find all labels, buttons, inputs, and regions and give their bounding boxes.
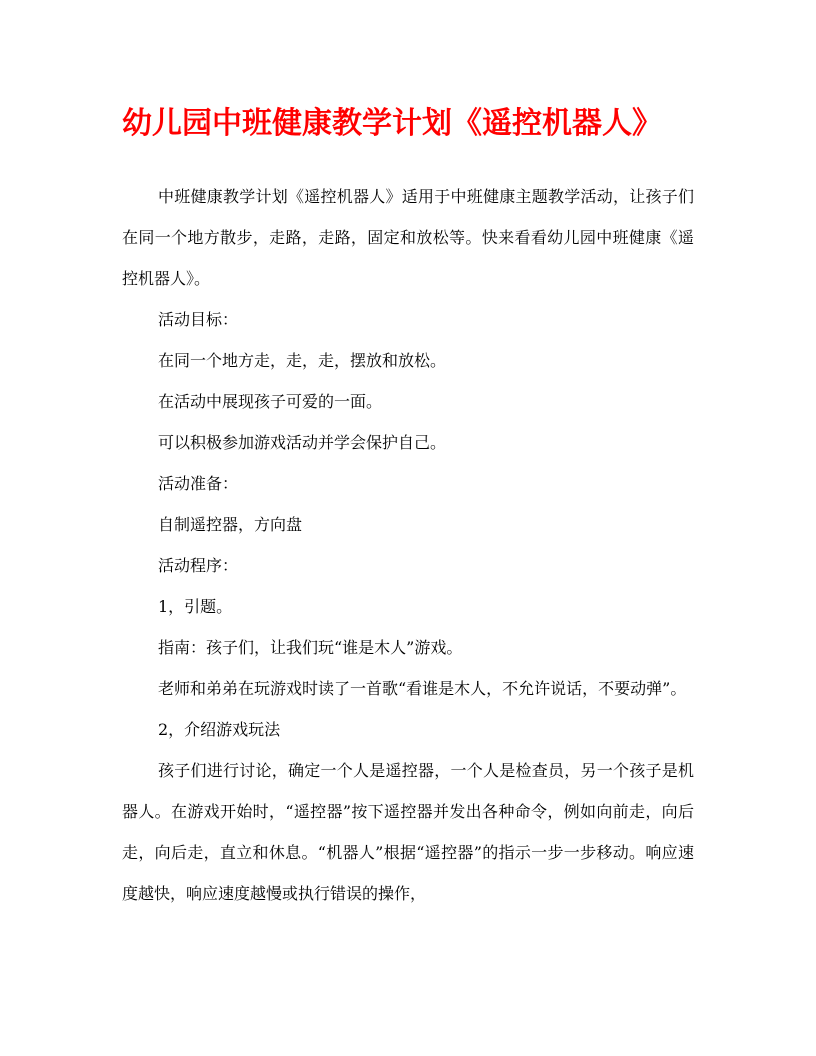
- document-title: 幼儿园中班健康教学计划《遥控机器人》: [122, 106, 662, 141]
- game-rules-paragraph: 孩子们进行讨论，确定一个人是遥控器，一个人是检查员，另一个孩子是机器人。在游戏开始时，“遥控器”按下遥控器并发出各种命令，例如向前走，向后走，向后走，直立和休息。“机器人”根据“遥控器”的指示一步一步移动。响应速度越快，响应速度越慢或执行错误的操作，: [122, 761, 694, 903]
- procedure-step-2: 2，介绍游戏玩法: [158, 720, 281, 739]
- procedure-song-paragraph: 老师和弟弟在玩游戏时读了一首歌“看谁是木人，不允许说话，不要动弹”。: [158, 679, 687, 698]
- goal-item-2: 在活动中展现孩子可爱的一面。: [158, 392, 383, 411]
- goal-item-1: 在同一个地方走，走，走，摆放和放松。: [158, 351, 447, 370]
- section-heading-procedure: 活动程序：: [158, 556, 239, 575]
- document-body: [122, 176, 694, 914]
- procedure-step-1: 1，引题。: [158, 597, 233, 616]
- preparation-item: 自制遥控器，方向盘: [158, 515, 303, 534]
- procedure-guide: 指南：孩子们，让我们玩“谁是木人”游戏。: [158, 638, 463, 657]
- intro-paragraph: 中班健康教学计划《遥控机器人》适用于中班健康主题教学活动，让孩子们在同一个地方散步，走路，走路，固定和放松等。快来看看幼儿园中班健康《遥控机器人》。: [122, 187, 694, 288]
- section-heading-goals: 活动目标：: [158, 310, 239, 329]
- goal-item-3: 可以积极参加游戏活动并学会保护自己。: [158, 433, 447, 452]
- section-heading-preparation: 活动准备：: [158, 474, 239, 493]
